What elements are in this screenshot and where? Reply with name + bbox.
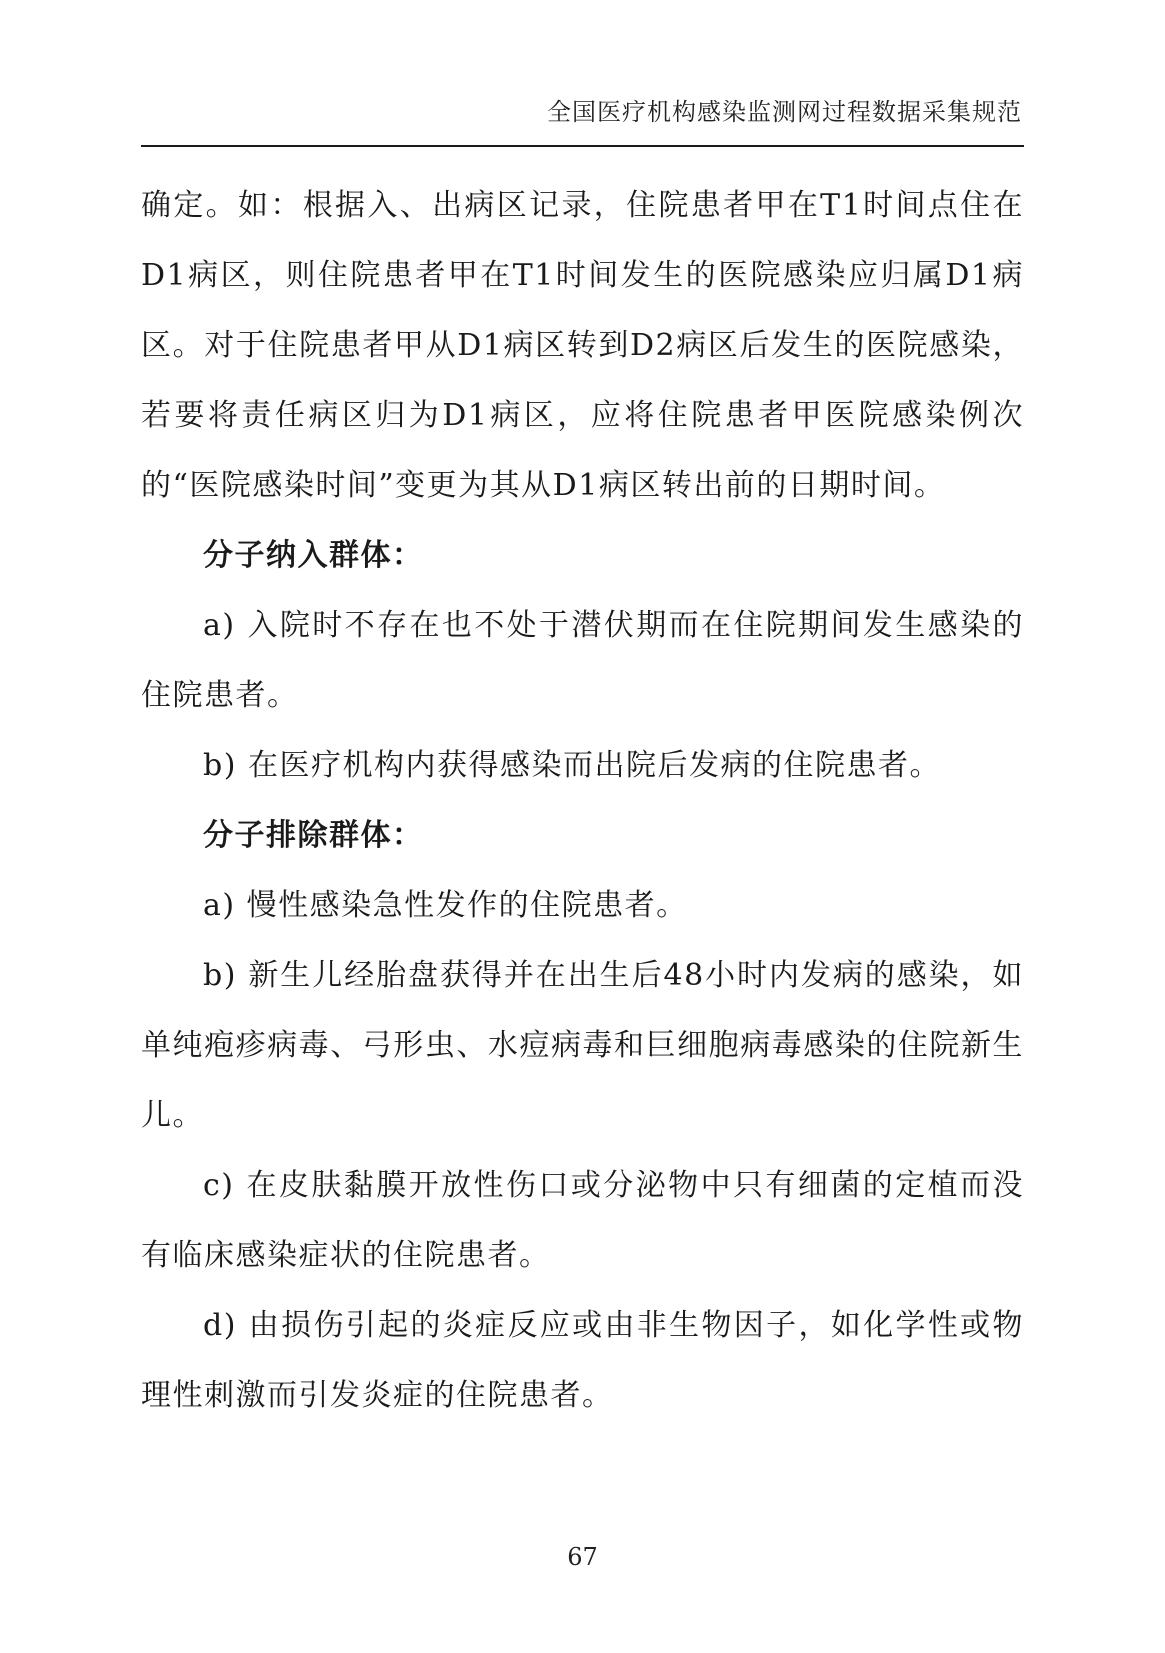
page-number: 67 xyxy=(567,1543,598,1571)
exclusion-item-c: c) 在皮肤黏膜开放性伤口或分泌物中只有细菌的定植而没有临床感染症状的住院患者。 xyxy=(141,1168,1024,1273)
header-divider xyxy=(141,145,1024,147)
exclusion-item-b: b) 新生儿经胎盘获得并在出生后48小时内发病的感染，如单纯疱疹病毒、弓形虫、水痘病毒和巨细胞病毒感染的住院新生儿。 xyxy=(141,958,1024,1133)
numerator-exclusion-heading: 分子排除群体： xyxy=(203,818,424,853)
exclusion-item-a: a) 慢性感染急性发作的住院患者。 xyxy=(203,888,688,923)
page-body xyxy=(141,171,1024,1431)
continuation-paragraph: 确定。如：根据入、出病区记录，住院患者甲在T1时间点住在D1病区，则住院患者甲在T1时间发生的医院感染应归属D1病区。对于住院患者甲从D1病区转到D2病区后发生的医院感染，若要将责任病区归为D1病区，应将住院患者甲医院感染例次的“医院感染时间”变更为其从D1病区转出前的日期时间。 xyxy=(141,188,1024,503)
running-header-title: 全国医疗机构感染监测网过程数据采集规范 xyxy=(547,98,1022,126)
exclusion-item-d: d) 由损伤引起的炎症反应或由非生物因子，如化学性或物理性刺激而引发炎症的住院患者。 xyxy=(141,1308,1024,1413)
inclusion-item-a: a) 入院时不存在也不处于潜伏期而在住院期间发生感染的住院患者。 xyxy=(141,608,1024,713)
numerator-inclusion-heading: 分子纳入群体： xyxy=(203,538,424,573)
inclusion-item-b: b) 在医疗机构内获得感染而出院后发病的住院患者。 xyxy=(203,748,941,783)
